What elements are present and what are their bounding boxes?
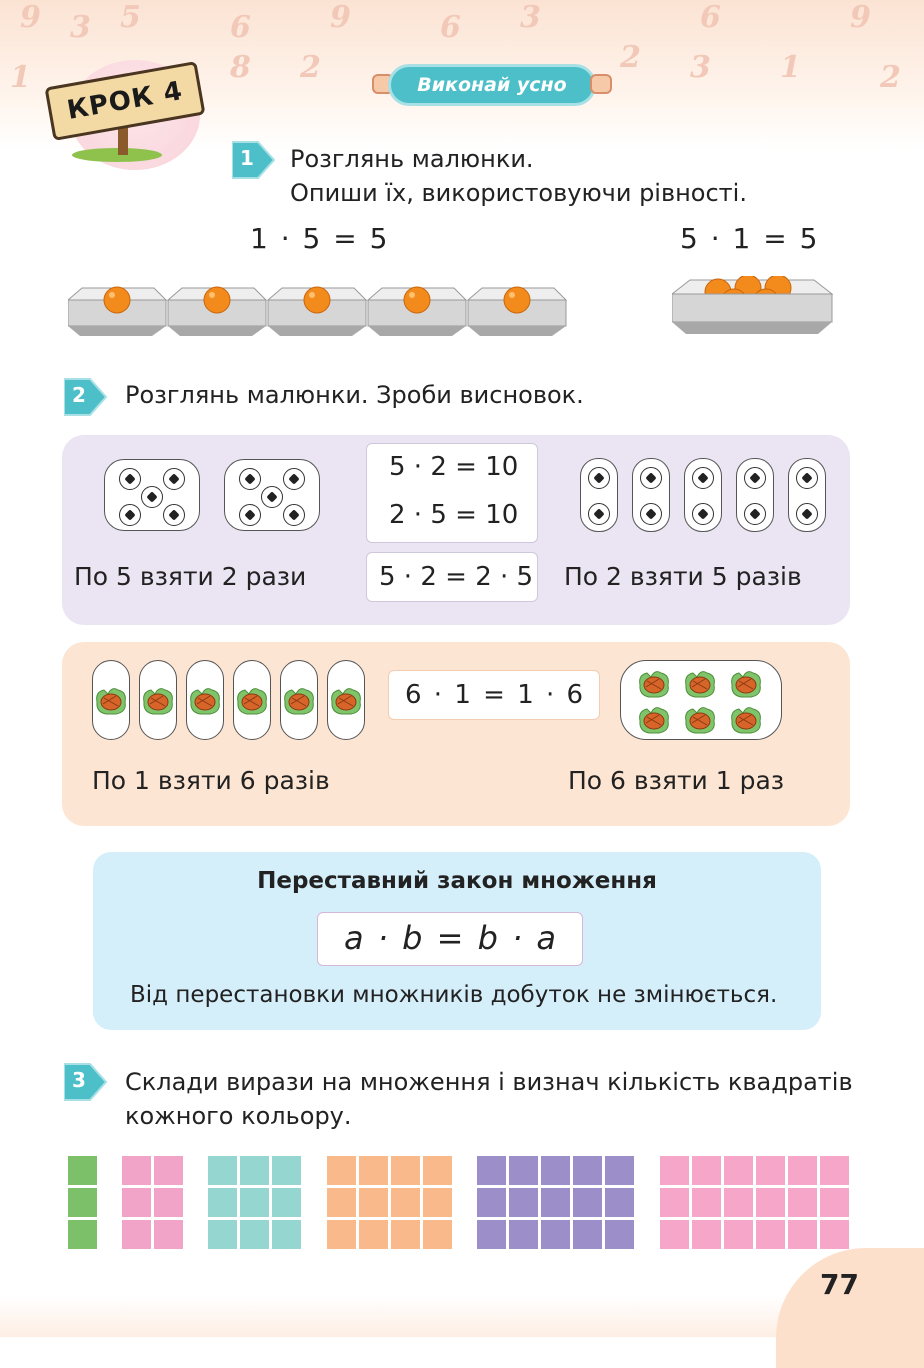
colored-square (122, 1188, 151, 1217)
colored-square (541, 1220, 570, 1249)
ball-icon (588, 467, 610, 489)
colored-square (509, 1188, 538, 1217)
ball-icon (640, 503, 662, 525)
equation-5x2: 5 · 2 = 10 (389, 452, 519, 482)
colored-square (660, 1188, 689, 1217)
colored-square (692, 1188, 721, 1217)
colored-square (423, 1156, 452, 1185)
ball-pair (736, 458, 774, 532)
crates-one-orange-each (68, 286, 568, 342)
page-number: 77 (820, 1268, 859, 1301)
colored-square (756, 1188, 785, 1217)
task-2-text: Розглянь малюнки. Зроби висновок. (125, 381, 584, 409)
colored-square (272, 1188, 301, 1217)
equation-right: 5 · 1 = 5 (680, 222, 820, 255)
ball-icon (796, 467, 818, 489)
colored-square (68, 1188, 97, 1217)
nut-group-of-one (186, 660, 224, 740)
equation-left: 1 · 5 = 5 (250, 222, 390, 255)
colored-square (68, 1220, 97, 1249)
hazelnut-icon (729, 667, 763, 699)
rule-formula: a · b = b · a (343, 919, 559, 957)
task-2-arrow-icon (64, 375, 108, 419)
ball-icon (692, 503, 714, 525)
colored-square (605, 1220, 634, 1249)
colored-square (359, 1188, 388, 1217)
colored-square (359, 1220, 388, 1249)
hazelnut-icon (282, 684, 316, 716)
ball-icon (283, 504, 305, 526)
colored-square (68, 1156, 97, 1185)
colored-square (327, 1220, 356, 1249)
ball-icon (141, 486, 163, 508)
ball-icon (283, 468, 305, 490)
colored-square (660, 1156, 689, 1185)
caption-6-taken-1-time: По 6 взяти 1 раз (568, 766, 785, 795)
hazelnut-icon (94, 684, 128, 716)
colored-square (208, 1188, 237, 1217)
caption-5-taken-2-times: По 5 взяти 2 рази (74, 562, 307, 591)
colored-square (154, 1220, 183, 1249)
nut-group-of-one (280, 660, 318, 740)
colored-square (272, 1156, 301, 1185)
colored-square (788, 1156, 817, 1185)
colored-square (359, 1156, 388, 1185)
ball-icon (239, 468, 261, 490)
colored-square (122, 1156, 151, 1185)
colored-square (692, 1156, 721, 1185)
task-1-arrow-icon (232, 138, 276, 182)
colored-square (788, 1220, 817, 1249)
ball-pair (684, 458, 722, 532)
pointing-hand-right-icon (590, 74, 612, 94)
colored-square (509, 1220, 538, 1249)
task-1-line-1: Розглянь малюнки. (290, 145, 534, 173)
colored-square (154, 1188, 183, 1217)
colored-square (820, 1188, 849, 1217)
hazelnut-icon (683, 703, 717, 735)
nut-group-of-one (92, 660, 130, 740)
nut-group-of-one (139, 660, 177, 740)
step-sign: КРОК 4 (44, 61, 205, 141)
colored-square (605, 1188, 634, 1217)
grass-decoration (72, 148, 162, 162)
colored-square (724, 1188, 753, 1217)
rule-title: Переставний закон множення (257, 868, 657, 894)
colored-square (573, 1220, 602, 1249)
ball-icon (261, 486, 283, 508)
colored-square (573, 1188, 602, 1217)
equations-box (366, 443, 538, 543)
hazelnut-icon (329, 684, 363, 716)
ball-icon (744, 467, 766, 489)
ball-group-of-five (224, 459, 320, 531)
colored-square (477, 1188, 506, 1217)
colored-square (541, 1156, 570, 1185)
colored-square (509, 1156, 538, 1185)
header-background: 9 3 5 6 2 9 6 3 2 6 1 9 2 1 8 3 (0, 0, 924, 150)
hazelnut-icon (235, 684, 269, 716)
ball-icon (163, 504, 185, 526)
colored-square (391, 1188, 420, 1217)
ball-pair (632, 458, 670, 532)
task-number: 1 (240, 146, 254, 170)
colored-square (660, 1220, 689, 1249)
task-number: 2 (72, 383, 86, 407)
ball-pairs-row (578, 456, 826, 536)
hazelnut-icon (683, 667, 717, 699)
equation-6x1: 6 · 1 = 1 · 6 (405, 680, 586, 710)
colored-square (240, 1188, 269, 1217)
task-3-line-1: Склади вирази на множення і визнач кількість квадратів (125, 1068, 853, 1096)
ball-icon (640, 467, 662, 489)
colored-square (692, 1220, 721, 1249)
colored-square (208, 1220, 237, 1249)
colored-square (820, 1220, 849, 1249)
colored-square (788, 1188, 817, 1217)
colored-square (541, 1188, 570, 1217)
ball-icon (163, 468, 185, 490)
ball-icon (744, 503, 766, 525)
nuts-equation-box (388, 670, 600, 720)
colored-square (208, 1156, 237, 1185)
task-3-line-2: кожного кольору. (125, 1102, 352, 1130)
ball-icon (796, 503, 818, 525)
ball-pair (580, 458, 618, 532)
colored-square (154, 1156, 183, 1185)
nut-group-of-one (233, 660, 271, 740)
colored-square (756, 1220, 785, 1249)
hazelnut-icon (637, 703, 671, 735)
ball-icon (239, 504, 261, 526)
colored-square (391, 1220, 420, 1249)
equation-swap: 5 · 2 = 2 · 5 (379, 562, 534, 592)
rule-text: Від перестановки множників добуток не змінюється. (130, 982, 778, 1008)
hazelnut-icon (188, 684, 222, 716)
hazelnut-icon (141, 684, 175, 716)
crate-five-oranges (672, 276, 834, 338)
nut-group-of-six (620, 660, 782, 740)
colored-square (327, 1156, 356, 1185)
colored-square (477, 1156, 506, 1185)
rule-formula-box (317, 912, 583, 966)
task-3-arrow-icon (64, 1060, 108, 1104)
colored-square (240, 1156, 269, 1185)
colored-square (423, 1220, 452, 1249)
task-number: 3 (72, 1068, 86, 1092)
ball-icon (692, 467, 714, 489)
ball-icon (119, 468, 141, 490)
ball-pair (788, 458, 826, 532)
colored-square (573, 1156, 602, 1185)
caption-1-taken-6-times: По 1 взяти 6 разів (92, 766, 330, 795)
colored-square (272, 1220, 301, 1249)
colored-square (605, 1156, 634, 1185)
hazelnut-icon (729, 703, 763, 735)
colored-square (391, 1156, 420, 1185)
colored-square (724, 1220, 753, 1249)
equation-2x5: 2 · 5 = 10 (389, 500, 519, 530)
colored-square (327, 1188, 356, 1217)
ball-icon (119, 504, 141, 526)
page-number-tab (776, 1248, 924, 1368)
colored-square (756, 1156, 785, 1185)
colored-square (820, 1156, 849, 1185)
colored-square (122, 1220, 151, 1249)
banner-oral-task: Виконай усно (388, 64, 596, 106)
hazelnut-icon (637, 667, 671, 699)
commutative-equation-box (366, 552, 538, 602)
colored-square (423, 1188, 452, 1217)
nut-group-of-one (327, 660, 365, 740)
ball-icon (588, 503, 610, 525)
caption-2-taken-5-times: По 2 взяти 5 разів (564, 562, 802, 591)
task-1-line-2: Опиши їх, використовуючи рівності. (290, 179, 747, 207)
ball-group-of-five (104, 459, 200, 531)
colored-square (240, 1220, 269, 1249)
colored-square (477, 1220, 506, 1249)
colored-square (724, 1156, 753, 1185)
